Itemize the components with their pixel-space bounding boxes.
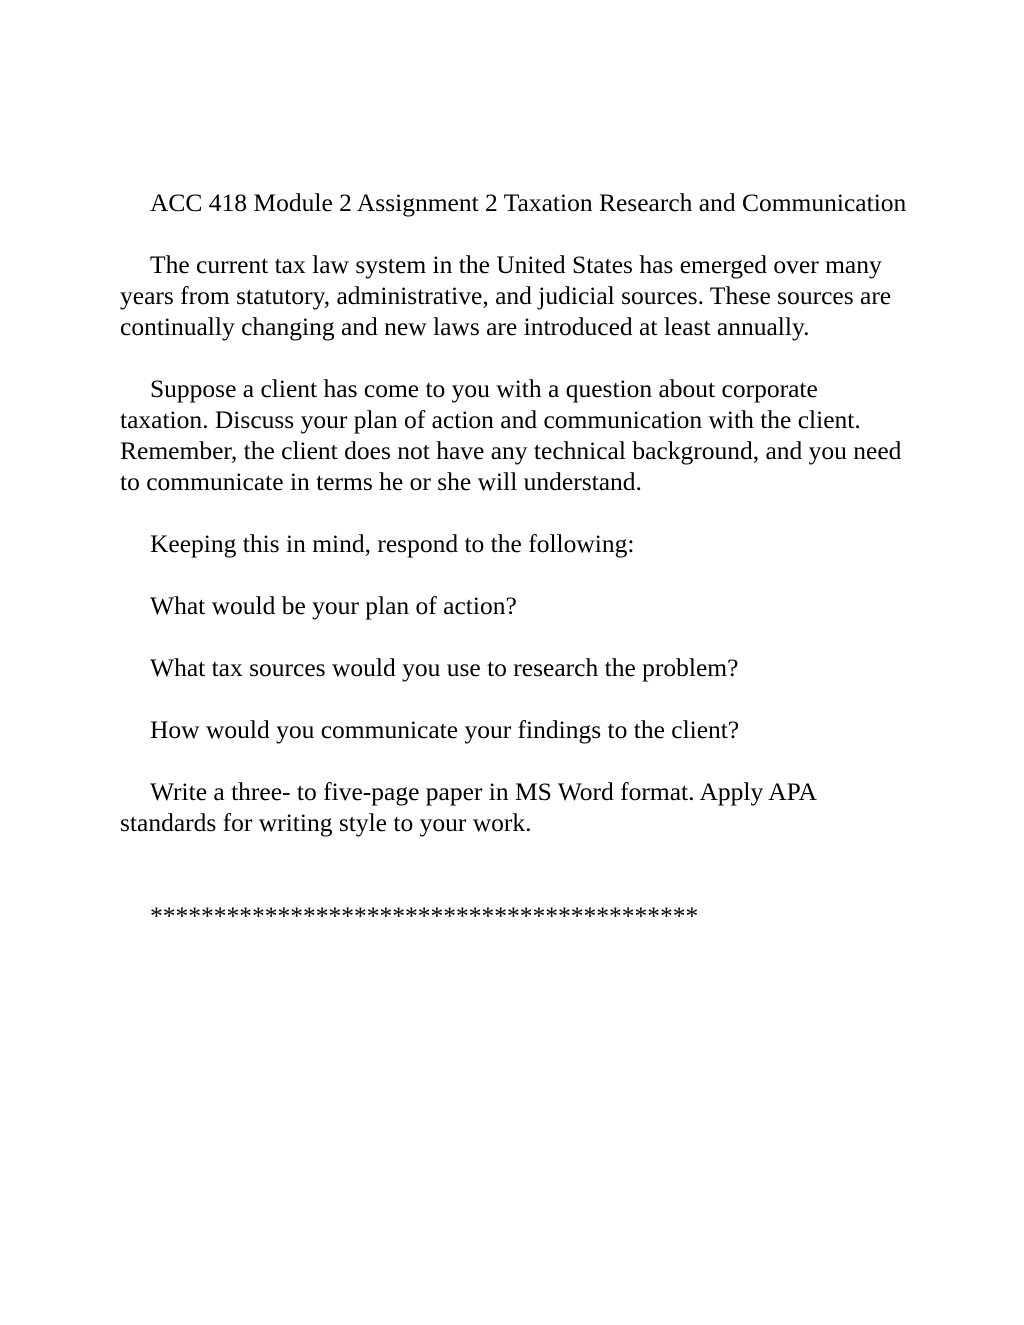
question-communication: How would you communicate your findings to the client? [150, 715, 740, 744]
intro-paragraph: The current tax law system in the United States has emerged over many years from statutory, administrative, and judicial sources. These sources are continually changing and new laws are introduced at least annually. [120, 250, 892, 341]
question-tax-sources: What tax sources would you use to research the problem? [150, 653, 739, 682]
instruction-paragraph: Keeping this in mind, respond to the following: [150, 529, 635, 558]
document-page [120, 187, 910, 962]
paper-requirements: Write a three- to five-page paper in MS Word format. Apply APA standards for writing style to your work. [120, 777, 816, 837]
document-title: ACC 418 Module 2 Assignment 2 Taxation Research and Communication [150, 188, 907, 217]
question-plan-of-action: What would be your plan of action? [150, 591, 517, 620]
asterisk-separator: ******************************************* [150, 901, 699, 930]
scenario-paragraph: Suppose a client has come to you with a question about corporate taxation. Discuss your plan of action and communication with the client. Remember, the client does not have any technical background, and you need to communicate in terms he or she will understand. [120, 374, 902, 496]
